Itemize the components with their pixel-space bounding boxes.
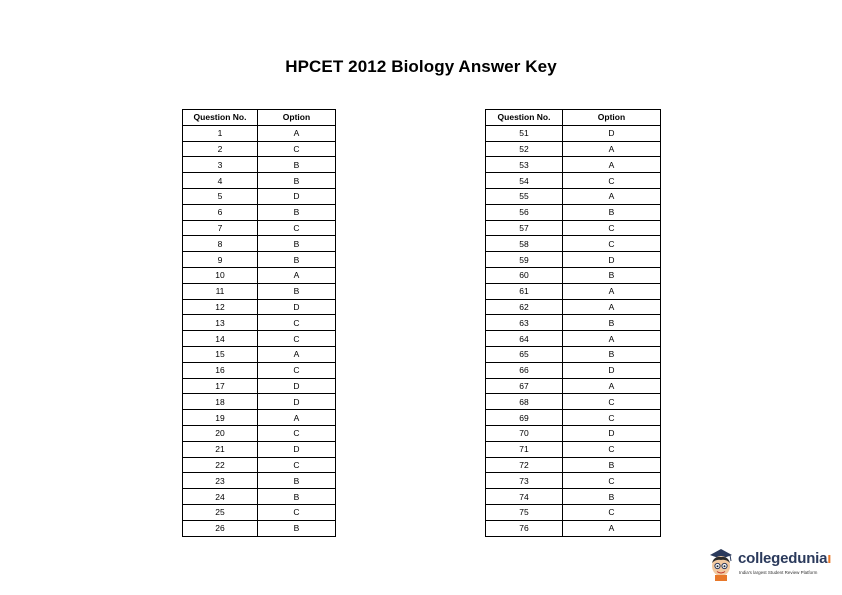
answer-option: A <box>563 157 661 173</box>
question-number: 3 <box>183 157 258 173</box>
table-row <box>486 125 661 141</box>
answer-option: D <box>563 425 661 441</box>
question-number: 12 <box>183 299 258 315</box>
answer-rows-right <box>486 125 661 536</box>
answer-option: A <box>563 141 661 157</box>
question-number: 69 <box>486 410 563 426</box>
answer-option: A <box>563 188 661 204</box>
answer-option: A <box>563 299 661 315</box>
answer-option: B <box>258 236 336 252</box>
question-number: 56 <box>486 204 563 220</box>
table-row <box>486 252 661 268</box>
question-number: 62 <box>486 299 563 315</box>
table-row <box>486 346 661 362</box>
table-row <box>183 283 336 299</box>
question-number: 59 <box>486 252 563 268</box>
table-row <box>486 157 661 173</box>
table-row <box>486 141 661 157</box>
question-number: 2 <box>183 141 258 157</box>
question-number: 18 <box>183 394 258 410</box>
table-row <box>183 236 336 252</box>
table-row <box>183 220 336 236</box>
question-number: 8 <box>183 236 258 252</box>
question-number: 57 <box>486 220 563 236</box>
question-number: 53 <box>486 157 563 173</box>
table-header-row <box>183 110 336 126</box>
question-number: 73 <box>486 473 563 489</box>
answer-option: C <box>258 315 336 331</box>
question-number: 15 <box>183 346 258 362</box>
question-column-header: Question No. <box>183 110 258 126</box>
question-number: 68 <box>486 394 563 410</box>
table-row <box>486 283 661 299</box>
question-number: 63 <box>486 315 563 331</box>
question-number: 19 <box>183 410 258 426</box>
question-number: 52 <box>486 141 563 157</box>
question-number: 10 <box>183 267 258 283</box>
answer-option: B <box>563 315 661 331</box>
answer-option: A <box>258 267 336 283</box>
answer-option: C <box>258 457 336 473</box>
question-number: 7 <box>183 220 258 236</box>
answer-option: A <box>563 378 661 394</box>
answer-option: D <box>258 299 336 315</box>
table-header-row <box>486 110 661 126</box>
table-row <box>183 457 336 473</box>
table-row <box>183 299 336 315</box>
question-number: 26 <box>183 520 258 536</box>
question-number: 71 <box>486 441 563 457</box>
mascot-icon <box>706 546 736 582</box>
collegedunia-logo <box>706 546 836 584</box>
question-number: 65 <box>486 346 563 362</box>
answer-option: B <box>258 252 336 268</box>
question-number: 9 <box>183 252 258 268</box>
question-number: 11 <box>183 283 258 299</box>
answer-option: D <box>258 378 336 394</box>
table-row <box>183 362 336 378</box>
question-number: 1 <box>183 125 258 141</box>
table-row <box>486 457 661 473</box>
question-number: 21 <box>183 441 258 457</box>
answer-option: B <box>258 157 336 173</box>
answer-option: D <box>258 394 336 410</box>
question-number: 22 <box>183 457 258 473</box>
question-number: 24 <box>183 489 258 505</box>
answer-option: D <box>563 125 661 141</box>
table-row <box>183 188 336 204</box>
table-row <box>183 473 336 489</box>
answer-option: A <box>563 283 661 299</box>
answer-option: D <box>563 362 661 378</box>
answer-option: C <box>563 473 661 489</box>
table-row <box>486 489 661 505</box>
answer-option: C <box>563 220 661 236</box>
answer-option: C <box>563 410 661 426</box>
answer-option: B <box>258 520 336 536</box>
table-row <box>486 204 661 220</box>
question-number: 16 <box>183 362 258 378</box>
answer-option: C <box>258 425 336 441</box>
table-row <box>486 315 661 331</box>
answer-option: A <box>258 346 336 362</box>
answer-option: B <box>258 283 336 299</box>
table-row <box>183 410 336 426</box>
table-row <box>183 331 336 347</box>
answer-option: B <box>258 489 336 505</box>
table-row <box>183 125 336 141</box>
table-row <box>486 441 661 457</box>
logo-tagline: India's largest Student Review Platform <box>739 570 818 575</box>
question-number: 25 <box>183 504 258 520</box>
answer-option: B <box>258 473 336 489</box>
table-row <box>183 378 336 394</box>
option-column-header: Option <box>563 110 661 126</box>
question-number: 51 <box>486 125 563 141</box>
table-row <box>486 378 661 394</box>
answer-option: A <box>258 125 336 141</box>
question-column-header: Question No. <box>486 110 563 126</box>
table-row <box>183 489 336 505</box>
table-row <box>486 236 661 252</box>
answer-option: B <box>563 267 661 283</box>
answer-option: B <box>258 204 336 220</box>
answer-option: D <box>563 252 661 268</box>
question-number: 60 <box>486 267 563 283</box>
answer-option: A <box>563 520 661 536</box>
table-row <box>486 410 661 426</box>
table-row <box>486 473 661 489</box>
question-number: 66 <box>486 362 563 378</box>
answer-option: C <box>258 362 336 378</box>
table-row <box>486 188 661 204</box>
question-number: 20 <box>183 425 258 441</box>
answer-option: B <box>258 173 336 189</box>
table-row <box>183 346 336 362</box>
answer-option: C <box>258 331 336 347</box>
question-number: 54 <box>486 173 563 189</box>
answer-option: D <box>258 188 336 204</box>
table-row <box>183 157 336 173</box>
table-row <box>486 220 661 236</box>
answer-option: C <box>563 173 661 189</box>
answer-option: C <box>563 394 661 410</box>
question-number: 23 <box>183 473 258 489</box>
question-number: 67 <box>486 378 563 394</box>
table-row <box>183 441 336 457</box>
table-row <box>486 520 661 536</box>
table-row <box>486 173 661 189</box>
table-row <box>183 520 336 536</box>
table-row <box>486 267 661 283</box>
table-row <box>183 425 336 441</box>
page-title: HPCET 2012 Biology Answer Key <box>285 57 557 76</box>
table-row <box>183 141 336 157</box>
table-row <box>486 394 661 410</box>
table-row <box>486 504 661 520</box>
table-row <box>183 252 336 268</box>
logo-wordmark: collegeduniaı <box>738 550 832 567</box>
question-number: 4 <box>183 173 258 189</box>
answer-option: C <box>258 504 336 520</box>
answer-option: C <box>563 504 661 520</box>
answer-option: D <box>258 441 336 457</box>
question-number: 17 <box>183 378 258 394</box>
table-row <box>183 394 336 410</box>
option-column-header: Option <box>258 110 336 126</box>
answer-option: C <box>563 441 661 457</box>
answer-option: C <box>258 220 336 236</box>
question-number: 72 <box>486 457 563 473</box>
answer-option: B <box>563 204 661 220</box>
question-number: 64 <box>486 331 563 347</box>
question-number: 13 <box>183 315 258 331</box>
answer-option: A <box>563 331 661 347</box>
table-row <box>183 315 336 331</box>
table-row <box>183 267 336 283</box>
answer-table-left <box>182 109 336 537</box>
answer-option: C <box>258 141 336 157</box>
table-row <box>183 504 336 520</box>
question-number: 76 <box>486 520 563 536</box>
table-row <box>183 173 336 189</box>
table-row <box>486 425 661 441</box>
answer-option: B <box>563 346 661 362</box>
table-row <box>183 204 336 220</box>
table-row <box>486 331 661 347</box>
table-row <box>486 299 661 315</box>
question-number: 70 <box>486 425 563 441</box>
table-row <box>486 362 661 378</box>
answer-rows-left <box>183 125 336 536</box>
question-number: 55 <box>486 188 563 204</box>
question-number: 14 <box>183 331 258 347</box>
answer-option: B <box>563 489 661 505</box>
question-number: 58 <box>486 236 563 252</box>
answer-option: A <box>258 410 336 426</box>
answer-option: B <box>563 457 661 473</box>
question-number: 74 <box>486 489 563 505</box>
answer-table-right <box>485 109 661 537</box>
answer-option: C <box>563 236 661 252</box>
question-number: 75 <box>486 504 563 520</box>
question-number: 6 <box>183 204 258 220</box>
question-number: 5 <box>183 188 258 204</box>
question-number: 61 <box>486 283 563 299</box>
